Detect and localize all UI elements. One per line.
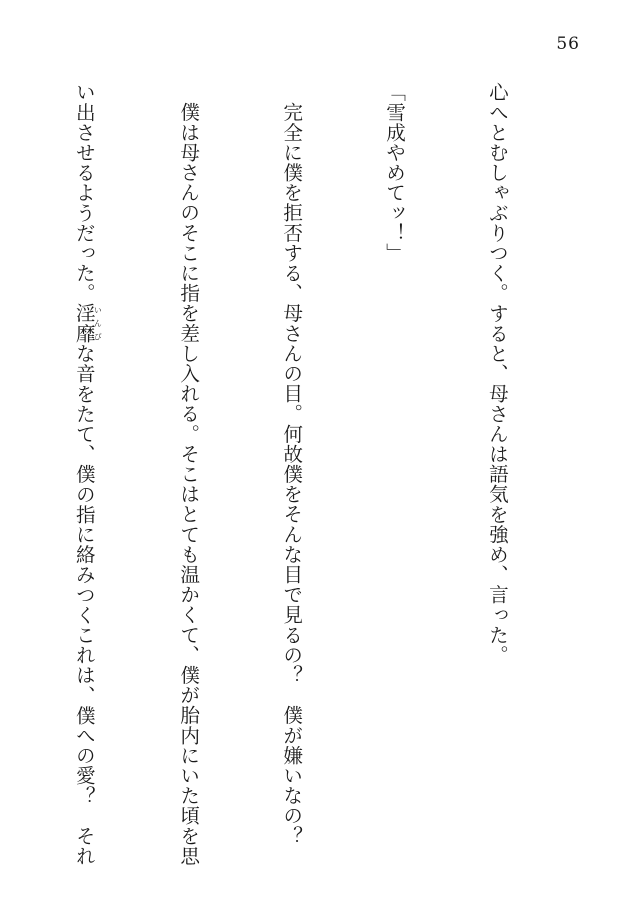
text-line	[66, 82, 103, 866]
text-line: 心へとむしゃぶりつく。すると、母さんは語気を強め、言った。	[485, 82, 509, 665]
page-number: 56	[556, 34, 580, 54]
ruby-word	[72, 303, 103, 344]
body-text	[0, 82, 582, 866]
ruby-base: 淫靡	[72, 303, 96, 344]
text-segment: な音をたて、僕の指に絡みつくこれは、僕への愛？ それ	[72, 343, 96, 866]
text-line: 完全に僕を拒否する、母さんの目。何故僕をそんな目で見るの？ 僕が嫌いなの？	[279, 101, 303, 846]
text-segment: い出させるようだった。	[72, 82, 96, 304]
ruby-reading: いんび	[93, 303, 103, 344]
text-line: 「雪成やめてッ！」	[382, 82, 406, 263]
text-line: 僕は母さんのそこに指を差し入れる。そこはとても温かくて、僕が胎内にいた頃を思	[176, 101, 200, 866]
